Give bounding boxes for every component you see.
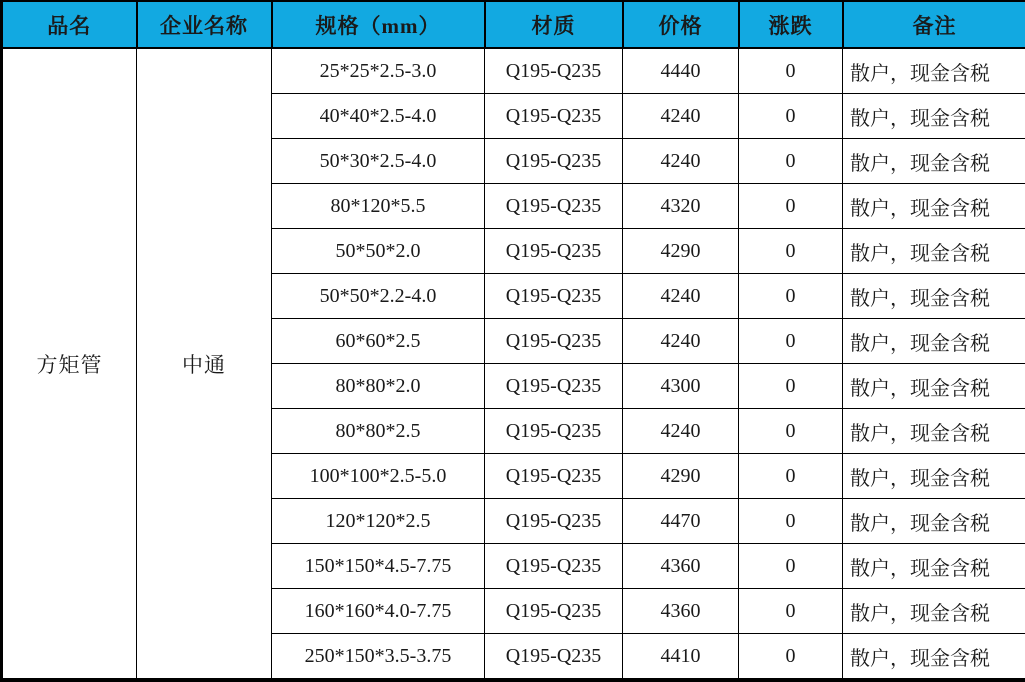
- cell-price: 4240: [623, 409, 739, 454]
- cell-remark: 散户，现金含税: [843, 319, 1025, 364]
- cell-change: 0: [739, 139, 843, 184]
- cell-change: 0: [739, 364, 843, 409]
- cell-price: 4290: [623, 454, 739, 499]
- cell-spec: 100*100*2.5-5.0: [272, 454, 485, 499]
- cell-price: 4320: [623, 184, 739, 229]
- cell-spec: 80*80*2.0: [272, 364, 485, 409]
- cell-change: 0: [739, 229, 843, 274]
- header-product: 品名: [2, 1, 137, 48]
- cell-remark: 散户，现金含税: [843, 139, 1025, 184]
- cell-price: 4360: [623, 544, 739, 589]
- cell-remark: 散户，现金含税: [843, 454, 1025, 499]
- cell-spec: 120*120*2.5: [272, 499, 485, 544]
- cell-material: Q195-Q235: [485, 184, 623, 229]
- table-row: [2, 48, 1025, 94]
- cell-change: 0: [739, 544, 843, 589]
- cell-spec: 40*40*2.5-4.0: [272, 94, 485, 139]
- cell-spec: 50*30*2.5-4.0: [272, 139, 485, 184]
- product-name-cell: 方矩管: [2, 48, 137, 680]
- cell-remark: 散户，现金含税: [843, 499, 1025, 544]
- cell-material: Q195-Q235: [485, 634, 623, 681]
- cell-remark: 散户，现金含税: [843, 409, 1025, 454]
- cell-price: 4440: [623, 48, 739, 94]
- cell-spec: 250*150*3.5-3.75: [272, 634, 485, 681]
- cell-change: 0: [739, 499, 843, 544]
- cell-change: 0: [739, 589, 843, 634]
- cell-remark: 散户，现金含税: [843, 48, 1025, 94]
- cell-price: 4410: [623, 634, 739, 681]
- cell-spec: 160*160*4.0-7.75: [272, 589, 485, 634]
- cell-spec: 50*50*2.0: [272, 229, 485, 274]
- header-price: 价格: [623, 1, 739, 48]
- cell-change: 0: [739, 274, 843, 319]
- cell-remark: 散户，现金含税: [843, 544, 1025, 589]
- cell-price: 4240: [623, 139, 739, 184]
- cell-price: 4290: [623, 229, 739, 274]
- cell-remark: 散户，现金含税: [843, 364, 1025, 409]
- cell-material: Q195-Q235: [485, 319, 623, 364]
- cell-material: Q195-Q235: [485, 94, 623, 139]
- cell-price: 4360: [623, 589, 739, 634]
- cell-change: 0: [739, 184, 843, 229]
- cell-price: 4470: [623, 499, 739, 544]
- cell-material: Q195-Q235: [485, 589, 623, 634]
- cell-remark: 散户，现金含税: [843, 634, 1025, 681]
- header-material: 材质: [485, 1, 623, 48]
- cell-material: Q195-Q235: [485, 499, 623, 544]
- cell-spec: 25*25*2.5-3.0: [272, 48, 485, 94]
- cell-change: 0: [739, 454, 843, 499]
- cell-spec: 50*50*2.2-4.0: [272, 274, 485, 319]
- cell-change: 0: [739, 94, 843, 139]
- table-header-row: [2, 1, 1025, 48]
- cell-material: Q195-Q235: [485, 139, 623, 184]
- cell-material: Q195-Q235: [485, 454, 623, 499]
- cell-material: Q195-Q235: [485, 544, 623, 589]
- header-change: 涨跌: [739, 1, 843, 48]
- cell-remark: 散户，现金含税: [843, 229, 1025, 274]
- header-company: 企业名称: [137, 1, 272, 48]
- cell-material: Q195-Q235: [485, 48, 623, 94]
- cell-material: Q195-Q235: [485, 229, 623, 274]
- cell-material: Q195-Q235: [485, 409, 623, 454]
- cell-change: 0: [739, 319, 843, 364]
- cell-price: 4300: [623, 364, 739, 409]
- cell-material: Q195-Q235: [485, 364, 623, 409]
- company-name-cell: 中通: [137, 48, 272, 680]
- header-spec: 规格（mm）: [272, 1, 485, 48]
- header-remark: 备注: [843, 1, 1025, 48]
- cell-remark: 散户，现金含税: [843, 589, 1025, 634]
- cell-spec: 60*60*2.5: [272, 319, 485, 364]
- cell-price: 4240: [623, 274, 739, 319]
- cell-spec: 80*120*5.5: [272, 184, 485, 229]
- cell-change: 0: [739, 409, 843, 454]
- cell-remark: 散户，现金含税: [843, 184, 1025, 229]
- cell-price: 4240: [623, 319, 739, 364]
- cell-spec: 150*150*4.5-7.75: [272, 544, 485, 589]
- cell-material: Q195-Q235: [485, 274, 623, 319]
- cell-remark: 散户，现金含税: [843, 94, 1025, 139]
- cell-remark: 散户，现金含税: [843, 274, 1025, 319]
- cell-change: 0: [739, 634, 843, 681]
- cell-price: 4240: [623, 94, 739, 139]
- cell-change: 0: [739, 48, 843, 94]
- cell-spec: 80*80*2.5: [272, 409, 485, 454]
